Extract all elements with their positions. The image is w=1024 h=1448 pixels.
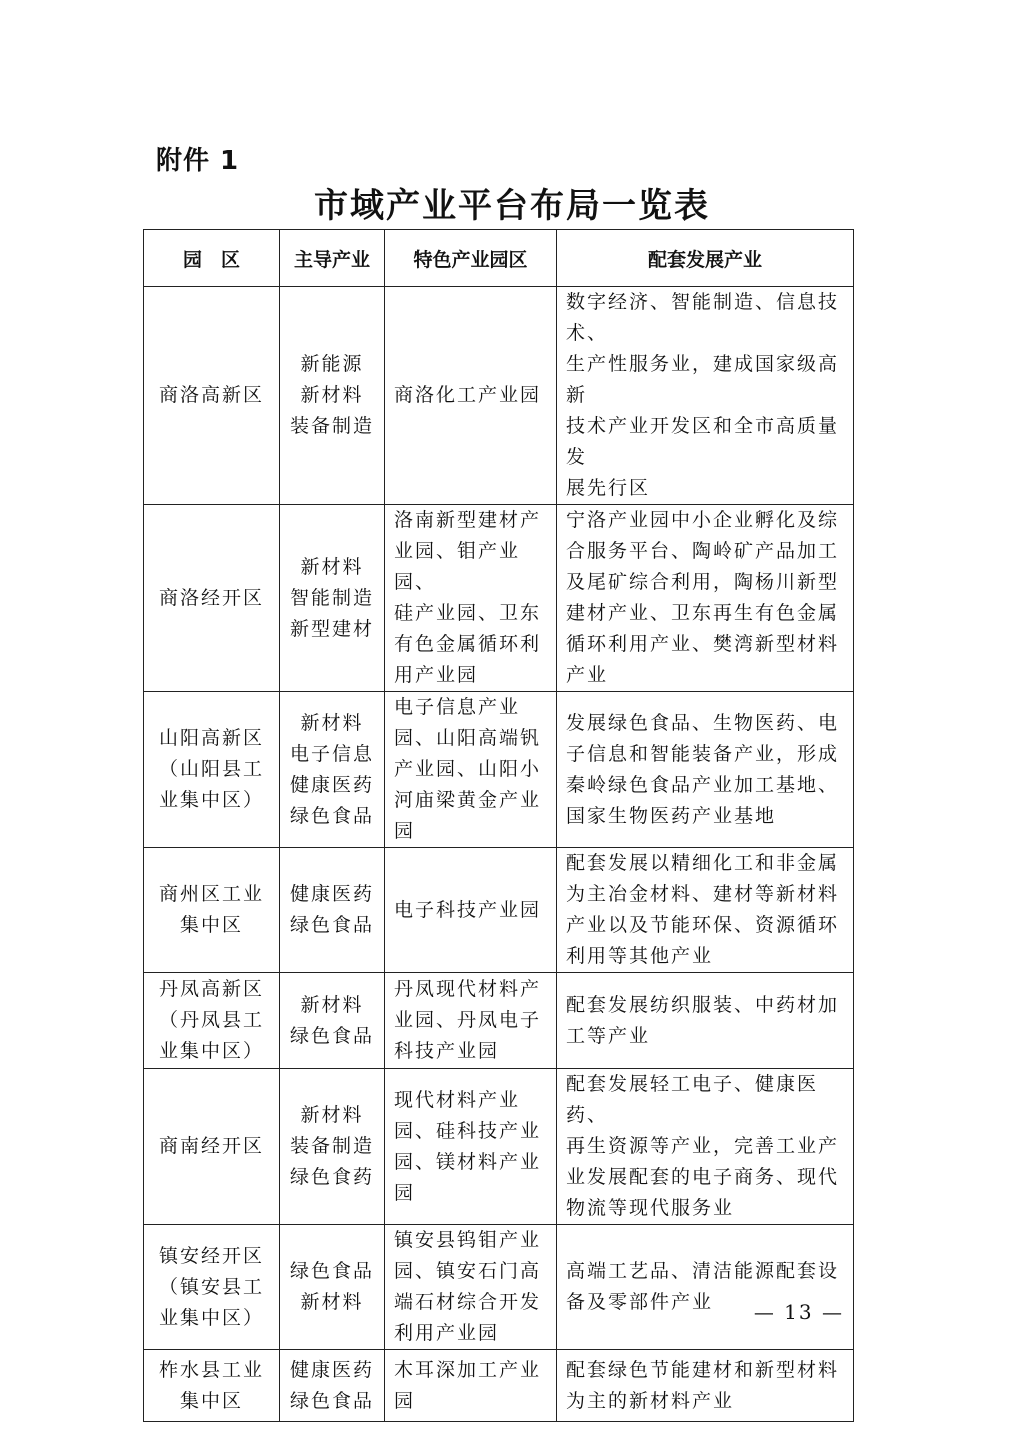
- cell-line: （丹凤县工: [158, 1009, 264, 1031]
- cell-line: 再生资源等产业，完善工业产: [566, 1135, 840, 1157]
- cell-line: 及尾矿综合利用，陶杨川新型: [566, 571, 840, 593]
- cell-line: 绿色食品: [289, 804, 374, 827]
- cell-line: 业集中区）: [158, 1306, 264, 1329]
- cell-line: 现代材料产业: [394, 1088, 521, 1111]
- cell-line: 绿色食品: [289, 1024, 374, 1047]
- cell-line: 技术产业开发区和全市高质量发: [566, 415, 840, 468]
- cell-line: 科技产业园: [394, 1040, 500, 1062]
- cell-line: 健康医药: [289, 773, 374, 796]
- cell-line: 园、镁材料产业: [394, 1150, 542, 1173]
- cell-line: 端石材综合开发: [394, 1291, 542, 1313]
- cell-line: 装备制造: [289, 1135, 374, 1157]
- cell-line: 新型建材: [289, 617, 374, 640]
- cell-featured-park: [385, 505, 557, 692]
- cell-supporting-industry: [557, 1350, 854, 1422]
- cell-line: 智能制造: [289, 586, 374, 609]
- cell-featured-park: [385, 1225, 557, 1350]
- cell-line: 生产性服务业，建成国家级高新: [566, 353, 840, 406]
- cell-line: 高端工艺品、清洁能源配套设: [566, 1260, 840, 1282]
- cell-line: 健康医药: [289, 1358, 374, 1381]
- cell-line: 硅产业园、卫东: [394, 602, 542, 624]
- cell-leading-industry: [280, 692, 385, 848]
- table-header-row: [144, 230, 854, 287]
- page-title: 市域产业平台布局一览表: [314, 186, 710, 226]
- cell-line: 洛南新型建材产: [394, 509, 542, 531]
- cell-line: 绿色食品: [289, 1389, 374, 1412]
- cell-line: 河庙梁黄金产业: [394, 789, 542, 811]
- cell-park: [144, 1225, 280, 1350]
- attachment-label: 附件 1: [156, 146, 240, 176]
- table-row: [144, 505, 854, 692]
- cell-park: [144, 287, 280, 505]
- cell-supporting-industry: [557, 505, 854, 692]
- cell-leading-industry: [280, 505, 385, 692]
- cell-park: [144, 692, 280, 848]
- cell-line: 集中区: [179, 914, 243, 936]
- cell-park: [144, 505, 280, 692]
- cell-line: 工等产业: [566, 1024, 651, 1047]
- cell-line: 商洛高新区: [158, 384, 264, 406]
- cell-line: 商洛经开区: [158, 586, 264, 609]
- cell-featured-park: [385, 973, 557, 1069]
- cell-line: 绿色食药: [289, 1166, 374, 1188]
- cell-line: 产业以及节能环保、资源循环: [566, 914, 840, 936]
- cell-line: 木耳深加工产业: [394, 1358, 542, 1381]
- cell-line: 产业园、山阳小: [394, 758, 542, 780]
- cell-line: 园、山阳高端钒: [394, 727, 542, 749]
- cell-line: 电子信息产业: [394, 696, 521, 718]
- platform-layout-table: [143, 229, 854, 1422]
- table-row: [144, 1225, 854, 1350]
- cell-line: 新材料: [300, 555, 364, 578]
- cell-line: 集中区: [179, 1389, 243, 1412]
- cell-line: 新材料: [300, 1291, 364, 1313]
- cell-line: 业集中区）: [158, 1040, 264, 1062]
- cell-line: 宁洛产业园中小企业孵化及综: [566, 509, 840, 531]
- cell-line: 丹凤高新区: [158, 978, 264, 1000]
- cell-line: 有色金属循环利: [394, 633, 542, 655]
- cell-line: 循环利用产业、樊湾新型材料: [566, 633, 840, 655]
- cell-line: 新材料: [300, 993, 364, 1016]
- cell-supporting-industry: [557, 848, 854, 973]
- cell-line: 发展绿色食品、生物医药、电: [566, 711, 840, 734]
- column-header-supporting-industry: 配套发展产业: [557, 230, 854, 287]
- cell-supporting-industry: [557, 287, 854, 505]
- column-header-park: 园 区: [144, 230, 280, 287]
- cell-line: 利用产业园: [394, 1322, 500, 1344]
- cell-line: 配套发展纺织服装、中药材加: [566, 993, 840, 1016]
- cell-line: 配套发展以精细化工和非金属: [566, 852, 840, 874]
- cell-line: 业园、钼产业园、: [394, 540, 521, 593]
- cell-line: 产业: [566, 664, 609, 686]
- cell-line: 电子信息: [289, 742, 374, 765]
- cell-line: 园、镇安石门高: [394, 1260, 542, 1282]
- cell-line: 展先行区: [566, 477, 651, 499]
- cell-line: 国家生物医药产业基地: [566, 804, 777, 827]
- page-number: — 13 —: [753, 1300, 844, 1324]
- cell-line: 秦岭绿色食品产业加工基地、: [566, 773, 840, 796]
- cell-line: 备及零部件产业: [566, 1291, 714, 1313]
- cell-line: 园: [394, 1389, 416, 1412]
- cell-line: 配套绿色节能建材和新型材料: [566, 1358, 840, 1381]
- cell-line: 商州区工业: [158, 883, 264, 905]
- cell-park: [144, 848, 280, 973]
- cell-leading-industry: [280, 973, 385, 1069]
- cell-leading-industry: [280, 1225, 385, 1350]
- cell-leading-industry: [280, 287, 385, 505]
- cell-line: 子信息和智能装备产业，形成: [566, 742, 840, 765]
- cell-park: [144, 973, 280, 1069]
- cell-line: 利用等其他产业: [566, 945, 714, 967]
- cell-line: 业园、丹凤电子: [394, 1009, 542, 1031]
- column-header-leading-industry: 主导产业: [280, 230, 385, 287]
- cell-line: 健康医药: [289, 883, 374, 905]
- cell-line: 业集中区）: [158, 789, 264, 811]
- cell-line: 镇安县钨钼产业: [394, 1229, 542, 1251]
- cell-featured-park: [385, 287, 557, 505]
- cell-line: 绿色食品: [289, 914, 374, 936]
- cell-line: 柞水县工业: [158, 1358, 264, 1381]
- cell-line: 合服务平台、陶岭矿产品加工: [566, 540, 840, 562]
- cell-line: 新材料: [300, 384, 364, 406]
- cell-supporting-industry: [557, 692, 854, 848]
- cell-line: 绿色食品: [289, 1260, 374, 1282]
- table-row: [144, 692, 854, 848]
- cell-line: 镇安经开区: [158, 1244, 264, 1267]
- cell-line: （山阳县工: [158, 758, 264, 780]
- cell-supporting-industry: [557, 973, 854, 1069]
- cell-line: 业发展配套的电子商务、现代: [566, 1166, 840, 1188]
- cell-line: 数字经济、智能制造、信息技术、: [566, 291, 840, 344]
- cell-line: 商南经开区: [158, 1135, 264, 1157]
- cell-featured-park: [385, 848, 557, 973]
- cell-line: 为主的新材料产业: [566, 1389, 735, 1412]
- cell-leading-industry: [280, 1350, 385, 1422]
- table-row: [144, 973, 854, 1069]
- table-row: [144, 1069, 854, 1225]
- cell-line: 山阳高新区: [158, 727, 264, 749]
- cell-line: 新材料: [300, 711, 364, 734]
- table-row: [144, 1350, 854, 1422]
- cell-featured-park: [385, 1350, 557, 1422]
- cell-leading-industry: [280, 1069, 385, 1225]
- cell-line: 电子科技产业园: [394, 898, 542, 921]
- cell-line: 装备制造: [289, 415, 374, 437]
- cell-line: （镇安县工: [158, 1275, 264, 1298]
- cell-line: 商洛化工产业园: [394, 384, 542, 406]
- cell-line: 园: [394, 820, 416, 842]
- cell-line: 物流等现代服务业: [566, 1197, 735, 1219]
- cell-park: [144, 1350, 280, 1422]
- cell-featured-park: [385, 1069, 557, 1225]
- cell-line: 园: [394, 1181, 416, 1204]
- cell-line: 为主冶金材料、建材等新材料: [566, 883, 840, 905]
- cell-supporting-industry: [557, 1069, 854, 1225]
- table-body: [144, 287, 854, 1422]
- table-row: [144, 287, 854, 505]
- column-header-featured-park: 特色产业园区: [385, 230, 557, 287]
- cell-supporting-industry: [557, 1225, 854, 1350]
- cell-park: [144, 1069, 280, 1225]
- cell-line: 园、硅科技产业: [394, 1119, 542, 1142]
- cell-line: 用产业园: [394, 664, 479, 686]
- cell-line: 建材产业、卫东再生有色金属: [566, 602, 840, 624]
- cell-line: 丹凤现代材料产: [394, 978, 542, 1000]
- cell-featured-park: [385, 692, 557, 848]
- cell-line: 新能源: [300, 353, 364, 375]
- cell-line: 配套发展轻工电子、健康医药、: [566, 1073, 819, 1126]
- table-row: [144, 848, 854, 973]
- cell-leading-industry: [280, 848, 385, 973]
- cell-line: 新材料: [300, 1104, 364, 1126]
